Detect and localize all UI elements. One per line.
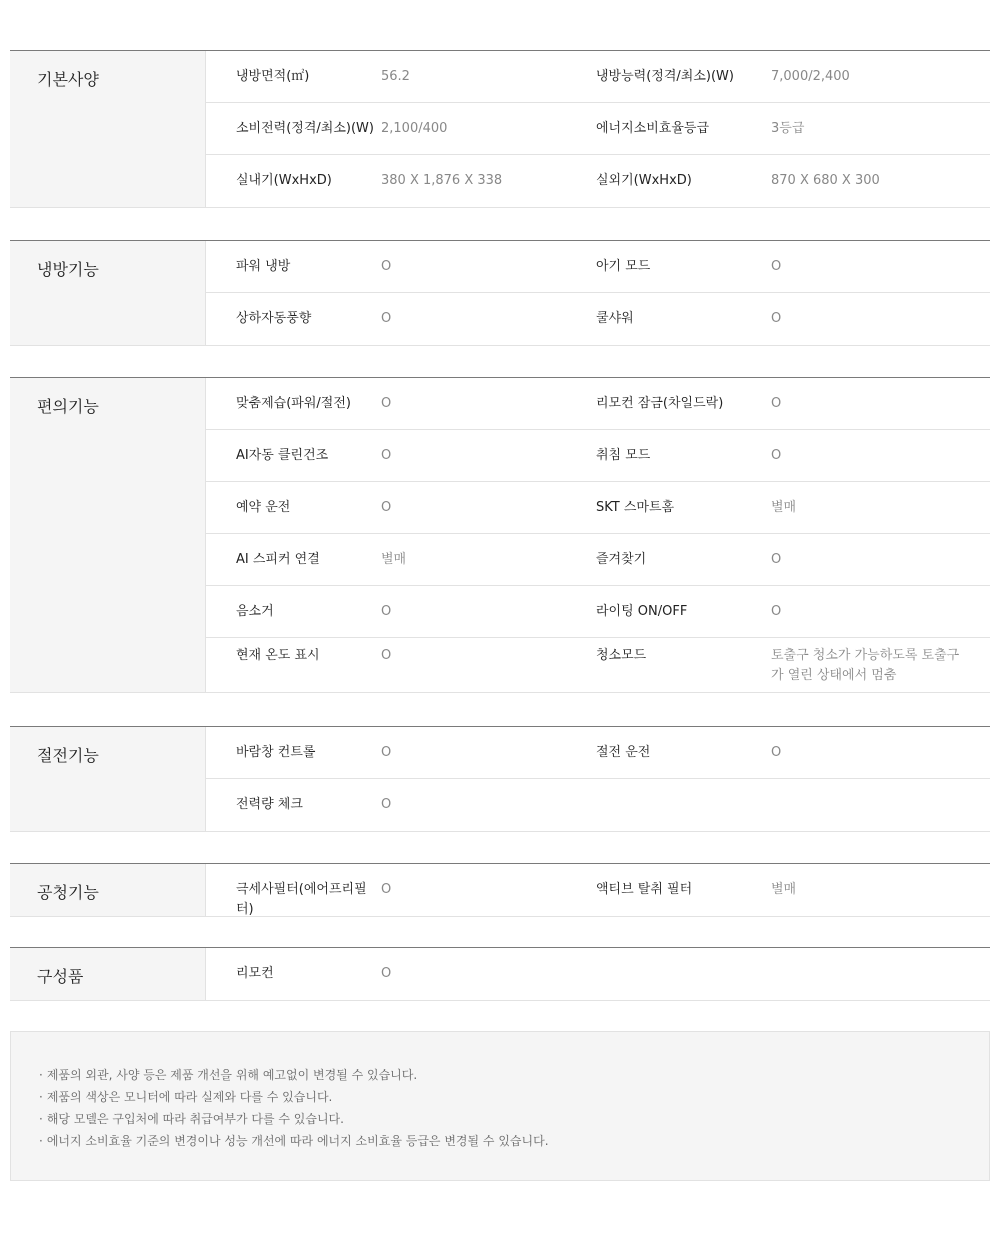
- spec-value: 3등급: [771, 121, 805, 136]
- spec-value: O: [771, 745, 782, 760]
- spec-label: 상하자동풍향: [236, 311, 312, 326]
- spec-rows: [206, 51, 990, 207]
- spec-value: [771, 948, 971, 1000]
- spec-value: 별매: [381, 552, 407, 567]
- spec-row: [206, 727, 990, 779]
- spec-label: 리모컨: [236, 966, 274, 981]
- spec-value: O: [771, 259, 782, 274]
- spec-label: 실외기(WxHxD): [596, 173, 692, 188]
- spec-label: [596, 948, 771, 1000]
- spec-label: 절전 운전: [596, 745, 651, 760]
- spec-value: 7,000/2,400: [771, 69, 850, 84]
- spec-row: [206, 378, 990, 430]
- section-title: 편의기능: [10, 378, 206, 692]
- spec-label: 쿨샤워: [596, 311, 634, 326]
- notice-text: 제품의 색상은 모니터에 따라 실제와 다를 수 있습니다.: [46, 1090, 333, 1104]
- spec-row: [206, 482, 990, 534]
- spec-value: O: [381, 396, 392, 411]
- spec-value: O: [381, 648, 392, 663]
- section-title: 절전기능: [10, 727, 206, 831]
- notice-line: [39, 1064, 989, 1086]
- spec-value: 별매: [771, 500, 797, 515]
- spec-label: SKT 스마트홈: [596, 500, 675, 515]
- spec-section-basic: [10, 50, 990, 208]
- spec-section-cooling: [10, 240, 990, 346]
- spec-section-components: [10, 947, 990, 1001]
- notice-text: 에너지 소비효율 기준의 변경이나 성능 개선에 따라 에너지 소비효율 등급은 변경될 수 있습니다.: [46, 1134, 549, 1148]
- spec-label: 즐겨찾기: [596, 552, 647, 567]
- spec-value: O: [381, 448, 392, 463]
- notice-box: [10, 1031, 990, 1181]
- spec-label: AI자동 클린건조: [236, 448, 329, 463]
- spec-value: O: [771, 604, 782, 619]
- spec-label: 소비전력(정격/최소)(W): [236, 121, 374, 136]
- bullet-icon: ·: [39, 1090, 43, 1104]
- spec-value: O: [381, 966, 392, 981]
- spec-row: [206, 638, 990, 692]
- spec-label: 리모컨 잠금(차일드락): [596, 396, 724, 411]
- spec-row: [206, 155, 990, 207]
- spec-row: [206, 948, 990, 1000]
- section-title: 구성품: [10, 948, 206, 1000]
- bullet-icon: ·: [39, 1112, 43, 1126]
- section-title: 공청기능: [10, 864, 206, 916]
- spec-label: 에너지소비효율등급: [596, 121, 710, 136]
- spec-value: 별매: [771, 882, 797, 897]
- spec-value: O: [381, 259, 392, 274]
- section-title: 기본사양: [10, 51, 206, 207]
- spec-label: 취침 모드: [596, 448, 651, 463]
- spec-rows: [206, 727, 990, 831]
- notice-line: [39, 1130, 989, 1152]
- spec-row: [206, 51, 990, 103]
- spec-row: [206, 534, 990, 586]
- spec-value: 380 X 1,876 X 338: [381, 173, 503, 188]
- spec-label: 파워 냉방: [236, 259, 291, 274]
- spec-row: [206, 430, 990, 482]
- spec-value: O: [381, 311, 392, 326]
- spec-label: 음소거: [236, 604, 274, 619]
- spec-value: O: [771, 311, 782, 326]
- spec-label: [596, 779, 771, 831]
- spec-label: 현재 온도 표시: [236, 648, 320, 663]
- notice-text: 해당 모델은 구입처에 따라 취급여부가 다를 수 있습니다.: [46, 1112, 344, 1126]
- spec-row: [206, 864, 990, 916]
- spec-label: 예약 운전: [236, 500, 291, 515]
- spec-value: O: [381, 604, 392, 619]
- spec-label: 라이팅 ON/OFF: [596, 604, 688, 619]
- spec-label: 바람창 컨트롤: [236, 745, 316, 760]
- spec-section-air-purifying: [10, 863, 990, 917]
- spec-row: [206, 779, 990, 831]
- spec-label: 냉방면적(㎡): [236, 69, 310, 84]
- spec-value: O: [771, 396, 782, 411]
- spec-label: AI 스피커 연결: [236, 552, 320, 567]
- spec-value: O: [381, 797, 392, 812]
- spec-rows: [206, 378, 990, 692]
- spec-value: 870 X 680 X 300: [771, 173, 880, 188]
- spec-section-convenience: [10, 377, 990, 693]
- spec-value: O: [771, 552, 782, 567]
- notice-line: [39, 1108, 989, 1130]
- notice-line: [39, 1086, 989, 1108]
- spec-rows: [206, 864, 990, 916]
- spec-value: 토출구 청소가 가능하도록 토출구가 열린 상태에서 멈춤: [771, 648, 960, 683]
- spec-label: 맞춤제습(파워/절전): [236, 396, 351, 411]
- spec-value: O: [381, 882, 392, 897]
- spec-rows: [206, 948, 990, 1000]
- spec-label: 전력량 체크: [236, 797, 303, 812]
- notice-text: 제품의 외관, 사양 등은 제품 개선을 위해 예고없이 변경될 수 있습니다.: [46, 1068, 418, 1082]
- spec-label: 실내기(WxHxD): [236, 173, 332, 188]
- spec-value: O: [381, 745, 392, 760]
- spec-value: [771, 779, 971, 831]
- spec-row: [206, 293, 990, 345]
- spec-label: 청소모드: [596, 648, 647, 663]
- spec-label: 아기 모드: [596, 259, 651, 274]
- section-title: 냉방기능: [10, 241, 206, 345]
- spec-section-power-saving: [10, 726, 990, 832]
- spec-label: 액티브 탈취 필터: [596, 882, 693, 897]
- spec-label: 냉방능력(정격/최소)(W): [596, 69, 734, 84]
- bullet-icon: ·: [39, 1068, 43, 1082]
- spec-label: 극세사필터(에어프리필터): [236, 882, 367, 917]
- spec-value: 2,100/400: [381, 121, 448, 136]
- spec-value: O: [771, 448, 782, 463]
- spec-row: [206, 586, 990, 638]
- spec-row: [206, 103, 990, 155]
- spec-value: 56.2: [381, 69, 410, 84]
- spec-value: O: [381, 500, 392, 515]
- spec-row: [206, 241, 990, 293]
- bullet-icon: ·: [39, 1134, 43, 1148]
- spec-rows: [206, 241, 990, 345]
